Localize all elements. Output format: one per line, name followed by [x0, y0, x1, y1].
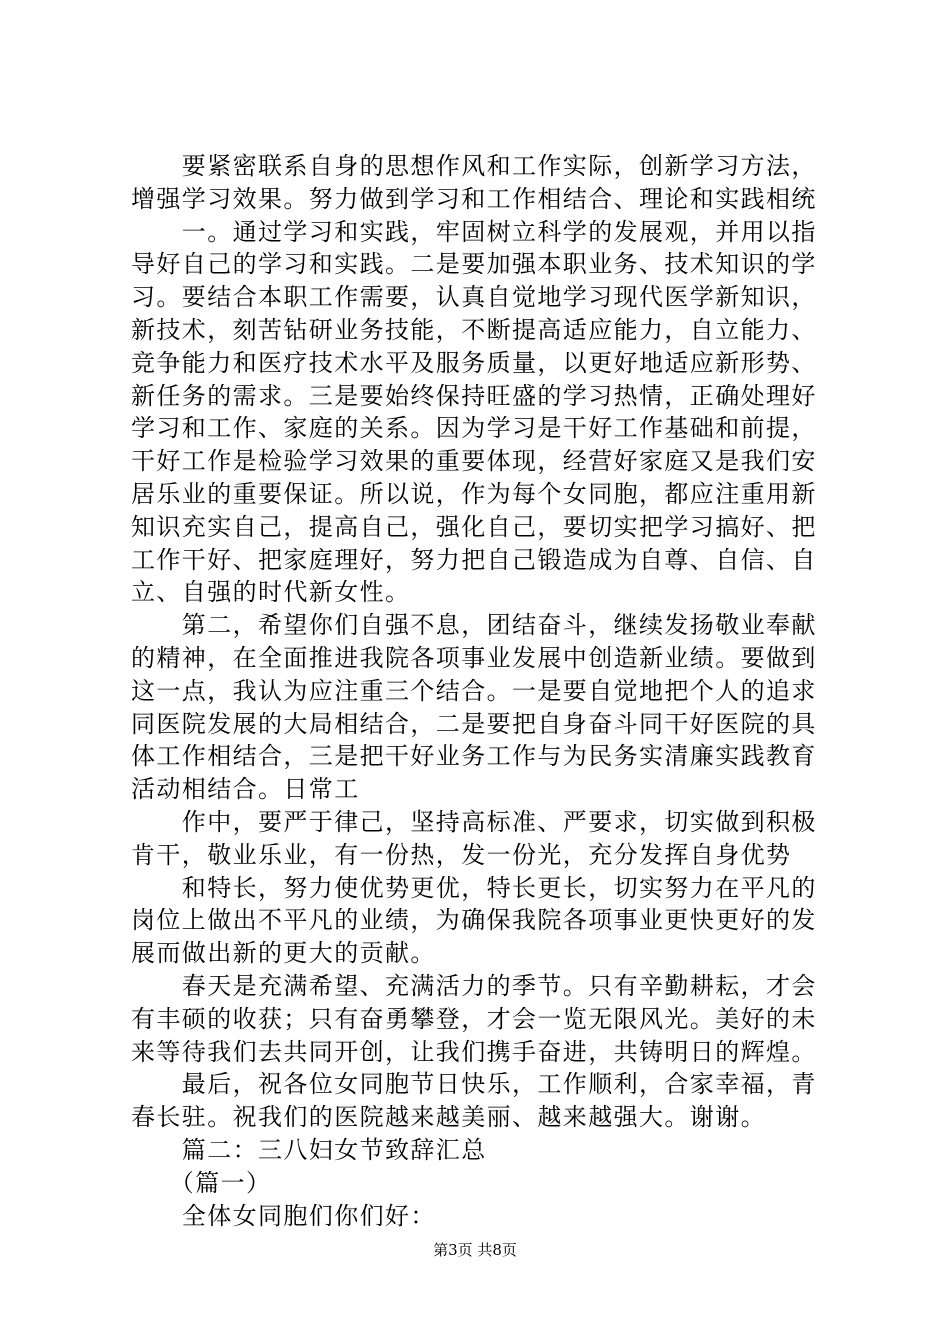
text-line: 导好自己的学习和实践。二是要加强本职业务、技术知识的学: [131, 250, 817, 279]
salutation: 全体女同胞们你们好：: [131, 1201, 436, 1230]
subsection-label: （篇一）: [131, 1168, 272, 1197]
text-line: 干好工作是检验学习效果的重要体现，经营好家庭又是我们安: [131, 447, 817, 476]
text-line: 体工作相结合，三是把干好业务工作与为民务实清廉实践教育: [131, 742, 817, 771]
text-line: 新任务的需求。三是要始终保持旺盛的学习热情，正确处理好: [131, 381, 817, 410]
text-line: 岗位上做出不平凡的业绩，为确保我院各项事业更快更好的发: [131, 906, 817, 935]
text-line: 竞争能力和医疗技术水平及服务质量，以更好地适应新形势、: [131, 348, 817, 377]
text-line: 习。要结合本职工作需要，认真自觉地学习现代医学新知识，: [131, 283, 817, 312]
text-line: 工作干好、把家庭理好，努力把自己锻造成为自尊、自信、自: [131, 545, 817, 574]
text-line: 有丰硕的收获；只有奋勇攀登，才会一览无限风光。美好的未: [131, 1004, 817, 1033]
text-line: 增强学习效果。努力做到学习和工作相结合、理论和实践相统: [131, 184, 817, 213]
text-line: 这一点，我认为应注重三个结合。一是要自觉地把个人的追求: [131, 676, 817, 705]
text-line: 最后，祝各位女同胞节日快乐，工作顺利，合家幸福，青: [131, 1070, 817, 1099]
text-line: 一。通过学习和实践，牢固树立科学的发展观，并用以指: [131, 217, 817, 246]
text-line: 同医院发展的大局相结合，二是要把自身奋斗同干好医院的具: [131, 709, 817, 738]
text-line: 展而做出新的更大的贡献。: [131, 939, 436, 968]
text-line: 立、自强的时代新女性。: [131, 578, 411, 607]
text-line: 春长驻。祝我们的医院越来越美丽、越来越强大。谢谢。: [131, 1103, 766, 1132]
text-line: 新技术，刻苦钻研业务技能，不断提高适应能力，自立能力、: [131, 315, 817, 344]
text-line: 要紧密联系自身的思想作风和工作实际，创新学习方法，: [131, 152, 817, 180]
page-footer: 第3页 共8页: [433, 1241, 517, 1259]
text-line: 知识充实自己，提高自己，强化自己，要切实把学习搞好、把: [131, 512, 817, 541]
text-line: 来等待我们去共同开创，让我们携手奋进，共铸明日的辉煌。: [131, 1037, 817, 1066]
text-line: 学习和工作、家庭的关系。因为学习是干好工作基础和前提，: [131, 414, 817, 443]
text-line: 活动相结合。日常工: [131, 775, 360, 804]
text-line: 第二，希望你们自强不息，团结奋斗，继续发扬敬业奉献: [131, 611, 817, 640]
text-line: 肯干，敬业乐业，有一份热，发一份光，充分发挥自身优势: [131, 840, 792, 869]
text-line: 和特长，努力使优势更优，特长更长，切实努力在平凡的: [131, 873, 817, 902]
text-line: 的精神，在全面推进我院各项事业发展中创造新业绩。要做到: [131, 643, 817, 672]
text-line: 春天是充满希望、充满活力的季节。只有辛勤耕耘，才会: [131, 971, 817, 1000]
text-line: 居乐业的重要保证。所以说，作为每个女同胞，都应注重用新: [131, 479, 817, 508]
text-line: 作中，要严于律己，坚持高标准、严要求，切实做到积极: [131, 807, 817, 836]
body-text: [131, 150, 831, 1232]
section-heading: 篇二：三八妇女节致辞汇总: [131, 1135, 487, 1164]
